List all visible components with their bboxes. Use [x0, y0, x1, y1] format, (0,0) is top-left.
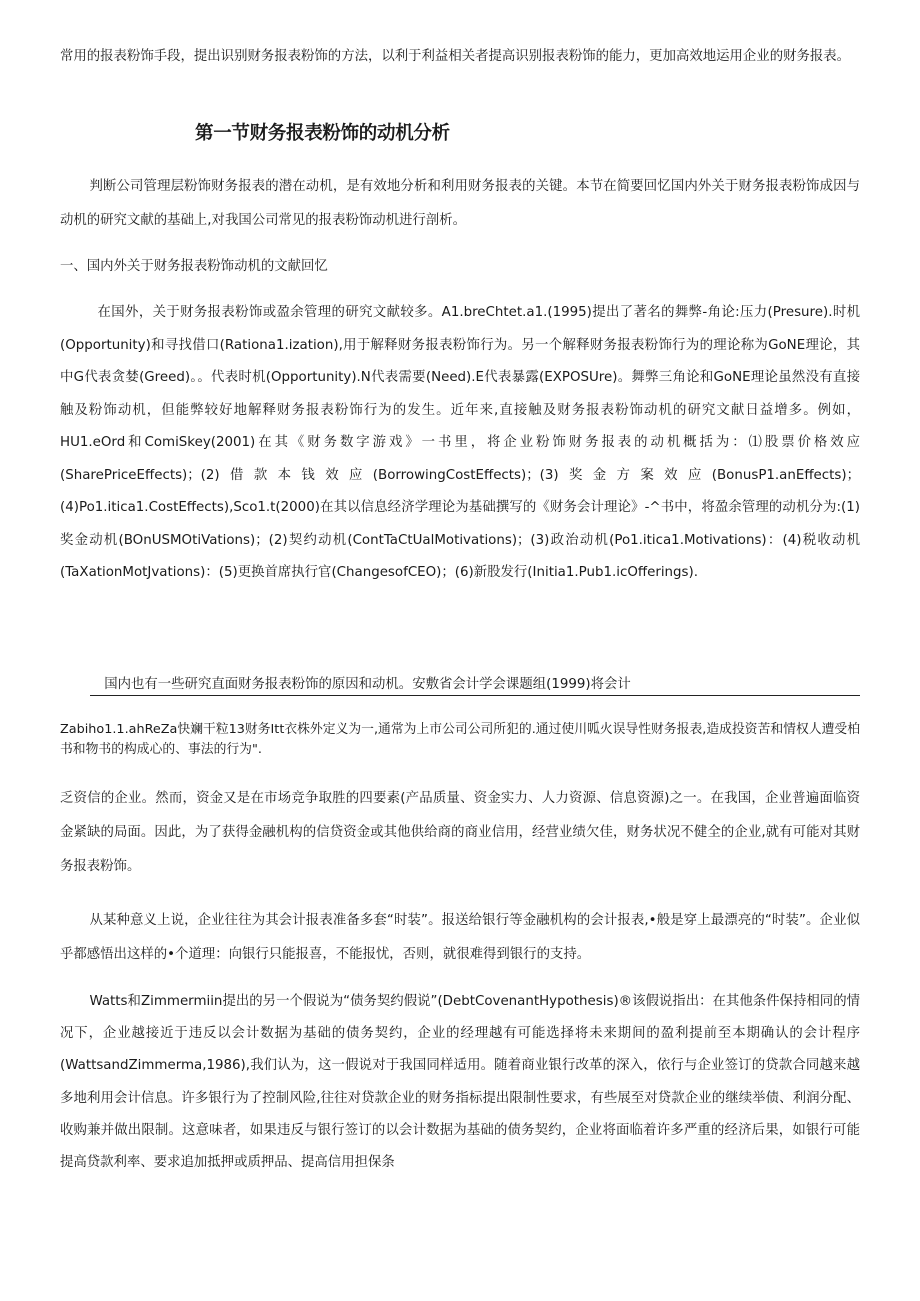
- paragraph-motive-analysis: 判断公司管理层粉饰财务报表的潜在动机，是有效地分析和利用财务报表的关键。本节在简要回忆国内外关于财务报表粉饰成因与动机的研究文献的基础上,对我国公司常见的报表粉饰动机进行剖析。: [60, 179, 860, 228]
- section-title: 第一节财务报表粉饰的动机分析: [195, 123, 450, 144]
- intro-paragraph: 常用的报表粉饰手段，提出识别财务报表粉饰的方法，以利于利益相关者提高识别报表粉饰的能力，更加高效地运用企业的财务报表。: [60, 49, 851, 64]
- paragraph-debt-covenant: Watts和Zimmermiin提出的另一个假说为“债务契约假说”(DebtCovenantHypothesis)®该假说指出：在其他条件保持相同的情况下，企业越接近于违反以会计数据为基础的债务契约，企业的经理越有可能选择将未来期间的盈利提前至本期确认的会计程序(WattsandZimmerma,1986),我们认为，这一假说对于我国同样适用。随着商业银行改革的深入，依行与企业签订的贷款合同越来越多地利用会计信息。许多银行为了控制风险,往往对贷款企业的财务指标提出限制性要求，有些展至对贷款企业的继续举债、利润分配、收购兼并做出限制。这意味者，如果违反与银行签订的以会计数据为基础的债务契约，企业将面临着许多严重的经济后果，如银行可能提高贷款利率、要求追加抵押或质押品、提高信用担保条: [60, 994, 860, 1171]
- subsection-title: 一、国内外关于财务报表粉饰动机的文献回忆: [60, 259, 328, 274]
- footnote: Zabiho1.1.ahReZa快斓干粒13财务Itt衣株外定义为一,通常为上市公司公司所犯的.通过使川呱火误导性财务报表,造成投资苦和情权人遭受柏书和物书的构成心的、事法的行为".: [60, 722, 860, 757]
- paragraph-foreign-literature: 在国外，关于财务报表粉饰或盈余管理的研究文献较多。A1.breChtet.a1.(1995)提出了著名的舞弊-角论:压力(Presure).时机(Opportunity)和寻找借口(Rationa1.ization),用于解释财务报表粉饰行为。另一个解释财务报表粉饰行为的理论称为GoNE理论，其中G代表贪婪(Greed)。。代表时机(Opportunity).N代表需要(Need).E代表暴露(EXPOSUre)。舞弊三角论和GoNE理论虽然没有直接触及粉饰动机，但能弊较好地解释财务报表粉饰行为的发生。近年来,直接触及财务报表粉饰动机的研究文献日益增多。例如，HU1.eOrd和ComiSkey(2001)在其《财务数字游戏》一书里，将企业粉饰财务报表的动机概括为：⑴股票价格效应(SharePriceEffects)；(2)借款本钱效应(BorrowingCostEffects)；(3)奖金方案效应(BonusP1.anEffects)；(4)Po1.itica1.CostEffects),Sco1.t(2000)在其以信息经济学理论为基础撰写的《财务会计理论》-^书中，将盈余管理的动机分为:(1)奖金动机(BOnUSMOtiVations)；(2)契约动机(ContTaCtUalMotivations)；(3)政治动机(Po1.itica1.Motivations)：(4)税收动机(TaXationMotJvations)：(5)更换首席执行官(ChangesofCEO)；(6)新股发行(Initia1.Pub1.icOfferings).: [60, 305, 860, 580]
- footnote-divider: [90, 695, 860, 696]
- paragraph-financing-needs: 乏资信的企业。然而，资金又是在市场竞争取胜的四要素(产品质量、资金实力、人力资源、信息资源)之一。在我国，企业普遍面临资金紧缺的局面。因此，为了获得金融机构的信贷资金或其他供给商的商业信用，经营业绩欠佳，财务状况不健全的企业,就有可能对其财务报表粉饰。: [60, 791, 860, 874]
- paragraph-fashion-metaphor: 从某种意义上说，企业往往为其会计报表准备多套“时装”。报送给银行等金融机构的会计报表,•般是穿上最漂亮的“时装”。企业似乎都感悟出这样的•个道理：向银行只能报喜，不能报忧，否则，就很难得到银行的支持。: [60, 913, 860, 962]
- paragraph-domestic-research: 国内也有一些研究直面财务报表粉饰的原因和动机。安敷省会计学会课题组(1999)将会计: [104, 677, 631, 692]
